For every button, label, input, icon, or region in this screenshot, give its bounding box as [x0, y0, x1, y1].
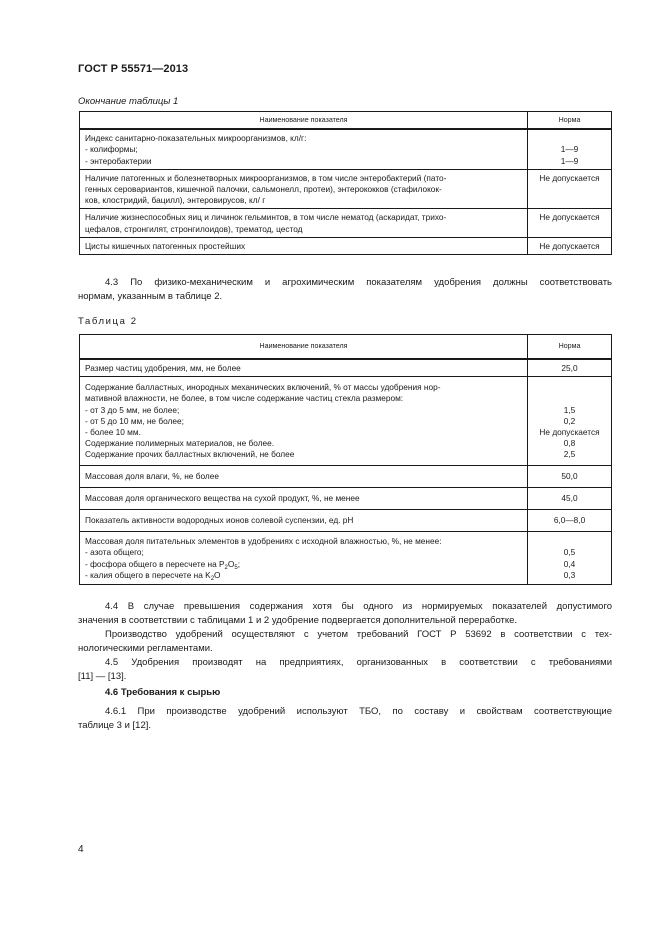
cell-spacer — [533, 133, 606, 144]
norm-value: Не допускается — [539, 172, 600, 183]
norm-cell — [528, 377, 612, 465]
indicator-name-cell — [80, 129, 528, 169]
column-header-norm: Норма — [528, 112, 612, 130]
paragraph-line: значения в соответствии с таблицами 1 и 2 удобрение подвергается дополнительной переработке. — [78, 615, 518, 626]
cell-line: Массовая доля питательных элементов в удобрениях с исходной влажностью, %, не менее: — [85, 536, 442, 547]
cell-line: генных серовариантов, кишечной палочки, сальмонелл, протеи), энтерококков (стафилокок- — [85, 184, 442, 195]
cell-line: Массовая доля влаги, %, не более — [85, 470, 219, 481]
table2-caption: Таблица 2 — [78, 316, 138, 327]
table-row — [80, 510, 612, 532]
cell-line: Наличие патогенных и болезнетворных микроорганизмов, в том числе энтеробактерий (пато- — [85, 172, 447, 183]
cell-line: Индекс санитарно-показательных микроорганизмов, кл/г: — [85, 133, 307, 144]
paragraph-line: таблице 3 и [12]. — [78, 720, 152, 731]
norm-value: 0,4 — [563, 558, 576, 569]
subscript: 2 — [224, 564, 228, 571]
column-header-norm: Норма — [528, 335, 612, 360]
cell-line: мативной влажности, не более, в том числе содержание частиц стекла размером: — [85, 393, 404, 404]
norm-value: 0,2 — [563, 415, 576, 426]
norm-value: 0,8 — [563, 438, 576, 449]
cell-line: - более 10 мм. — [85, 427, 141, 438]
paragraph-line: 4.5 Удобрения производят на предприятиях, организованных в соответствии с требованиями — [105, 657, 612, 668]
cell-line: цефалов, стронгилят, стронгилоидов), трематод, цестод — [85, 223, 303, 234]
table-row — [80, 209, 612, 237]
paragraph-line: 4.4 В случае превышения содержания хотя бы одного из нормируемых показателей допустимого — [105, 601, 612, 612]
page-number: 4 — [78, 844, 84, 855]
table-row — [80, 359, 612, 377]
paragraph-production — [78, 628, 612, 656]
paragraph-line: Производство удобрений осуществляют с учетом требований ГОСТ Р 53692 в соответствии с тех- — [105, 629, 612, 640]
cell-line: - энтеробактерии — [85, 155, 152, 166]
norm-cell — [528, 532, 612, 585]
cell-line: Содержание балластных, инородных механических включений, % от массы удобрения нор- — [85, 382, 441, 393]
cell-line: Массовая доля органического вещества на сухой продукт, %, не менее — [85, 492, 360, 503]
indicator-name-cell — [80, 237, 528, 254]
table-row — [80, 129, 612, 169]
table-header-row — [80, 112, 612, 130]
table2 — [79, 334, 612, 585]
paragraph-4-6-1 — [78, 705, 612, 733]
norm-cell — [528, 129, 612, 169]
section-title-4-6: 4.6 Требования к сырью — [105, 687, 221, 698]
table1 — [79, 111, 612, 255]
norm-value: 1,5 — [563, 404, 576, 415]
paragraph-4-5 — [78, 656, 612, 684]
norm-value: 25,0 — [561, 363, 578, 373]
text-segment: O — [227, 558, 235, 569]
table-row — [80, 465, 612, 487]
norm-value: Не допускается — [539, 426, 600, 437]
norm-value: 1—9 — [560, 144, 579, 155]
indicator-name-cell — [80, 169, 528, 209]
cell-line-potassium — [85, 570, 522, 581]
norm-value: 45,0 — [561, 492, 578, 503]
indicator-name-cell — [80, 377, 528, 465]
cell-line: - колиформы; — [85, 144, 138, 155]
norm-value: 0,3 — [563, 569, 576, 580]
norm-cell — [528, 510, 612, 532]
cell-line: Цисты кишечных патогенных простейших — [85, 240, 246, 251]
text-segment: - фосфора общего в пересчете на P — [85, 558, 225, 569]
table1-caption: Окончание таблицы 1 — [78, 96, 179, 107]
indicator-name-cell — [80, 487, 528, 509]
norm-value: Не допускается — [539, 212, 600, 223]
cell-line: Наличие жизнеспособных яиц и личинок гельминтов, в том числе нематод (аскаридат, трихо- — [85, 212, 447, 223]
indicator-name-cell — [80, 359, 528, 377]
norm-cell — [528, 209, 612, 237]
document-header: ГОСТ Р 55571—2013 — [78, 63, 189, 75]
norm-value: 2,5 — [563, 449, 576, 460]
cell-line: - от 5 до 10 мм, не более; — [85, 415, 184, 426]
column-header-name: Наименование показателя — [80, 112, 528, 130]
norm-value: Не допускается — [539, 240, 600, 251]
cell-line: ков, клостридий, бацилл), энтеровирусов, кл/ г — [85, 195, 266, 206]
paragraph-4-3 — [78, 276, 612, 304]
norm-value: 6,0—8,0 — [553, 515, 586, 526]
indicator-name-cell — [80, 510, 528, 532]
norm-value: 50,0 — [561, 470, 578, 481]
paragraph-line: 4.6.1 При производстве удобрений используют ТБО, по составу и свойствам соответствующие — [105, 706, 612, 717]
table-row — [80, 532, 612, 585]
table-row — [80, 377, 612, 465]
text-segment: O — [214, 569, 221, 580]
text-segment: ; — [237, 558, 241, 569]
cell-line: Содержание полимерных материалов, не более. — [85, 438, 275, 449]
norm-cell — [528, 237, 612, 254]
cell-line: Размер частиц удобрения, мм, не более — [85, 363, 241, 373]
table-header-row — [80, 335, 612, 360]
paragraph-line: [11] — [13]. — [78, 671, 127, 682]
cell-line: - от 3 до 5 мм, не более; — [85, 404, 180, 415]
norm-cell — [528, 465, 612, 487]
paragraph-line: нологическими регламентами. — [78, 643, 213, 654]
text-segment: - калия общего в пересчете на K — [85, 569, 211, 580]
cell-spacer — [533, 393, 606, 404]
cell-line: Содержание прочих балластных включений, не более — [85, 449, 295, 460]
cell-line: Показатель активности водородных ионов солевой суспензии, ед. pH — [85, 515, 354, 526]
cell-line: - азота общего; — [85, 547, 144, 558]
subscript: 5 — [234, 564, 238, 571]
indicator-name-cell — [80, 532, 528, 585]
norm-cell — [528, 169, 612, 209]
paragraph-line: 4.3 По физико-механическим и агрохимическим показателям удобрения должны соответствовать — [105, 277, 612, 288]
table-row — [80, 487, 612, 509]
table-row — [80, 237, 612, 254]
indicator-name-cell — [80, 209, 528, 237]
paragraph-4-4 — [78, 600, 612, 628]
column-header-name: Наименование показателя — [80, 335, 528, 360]
subscript: 2 — [210, 575, 215, 582]
norm-value: 1—9 — [560, 155, 579, 166]
cell-spacer — [533, 382, 606, 393]
table-row — [80, 169, 612, 209]
norm-value: 0,5 — [563, 547, 576, 558]
norm-cell — [528, 487, 612, 509]
cell-spacer — [533, 536, 606, 547]
paragraph-line: нормам, указанным в таблице 2. — [78, 291, 223, 302]
indicator-name-cell — [80, 465, 528, 487]
cell-line-phosphorus — [85, 559, 522, 570]
norm-cell — [528, 359, 612, 377]
